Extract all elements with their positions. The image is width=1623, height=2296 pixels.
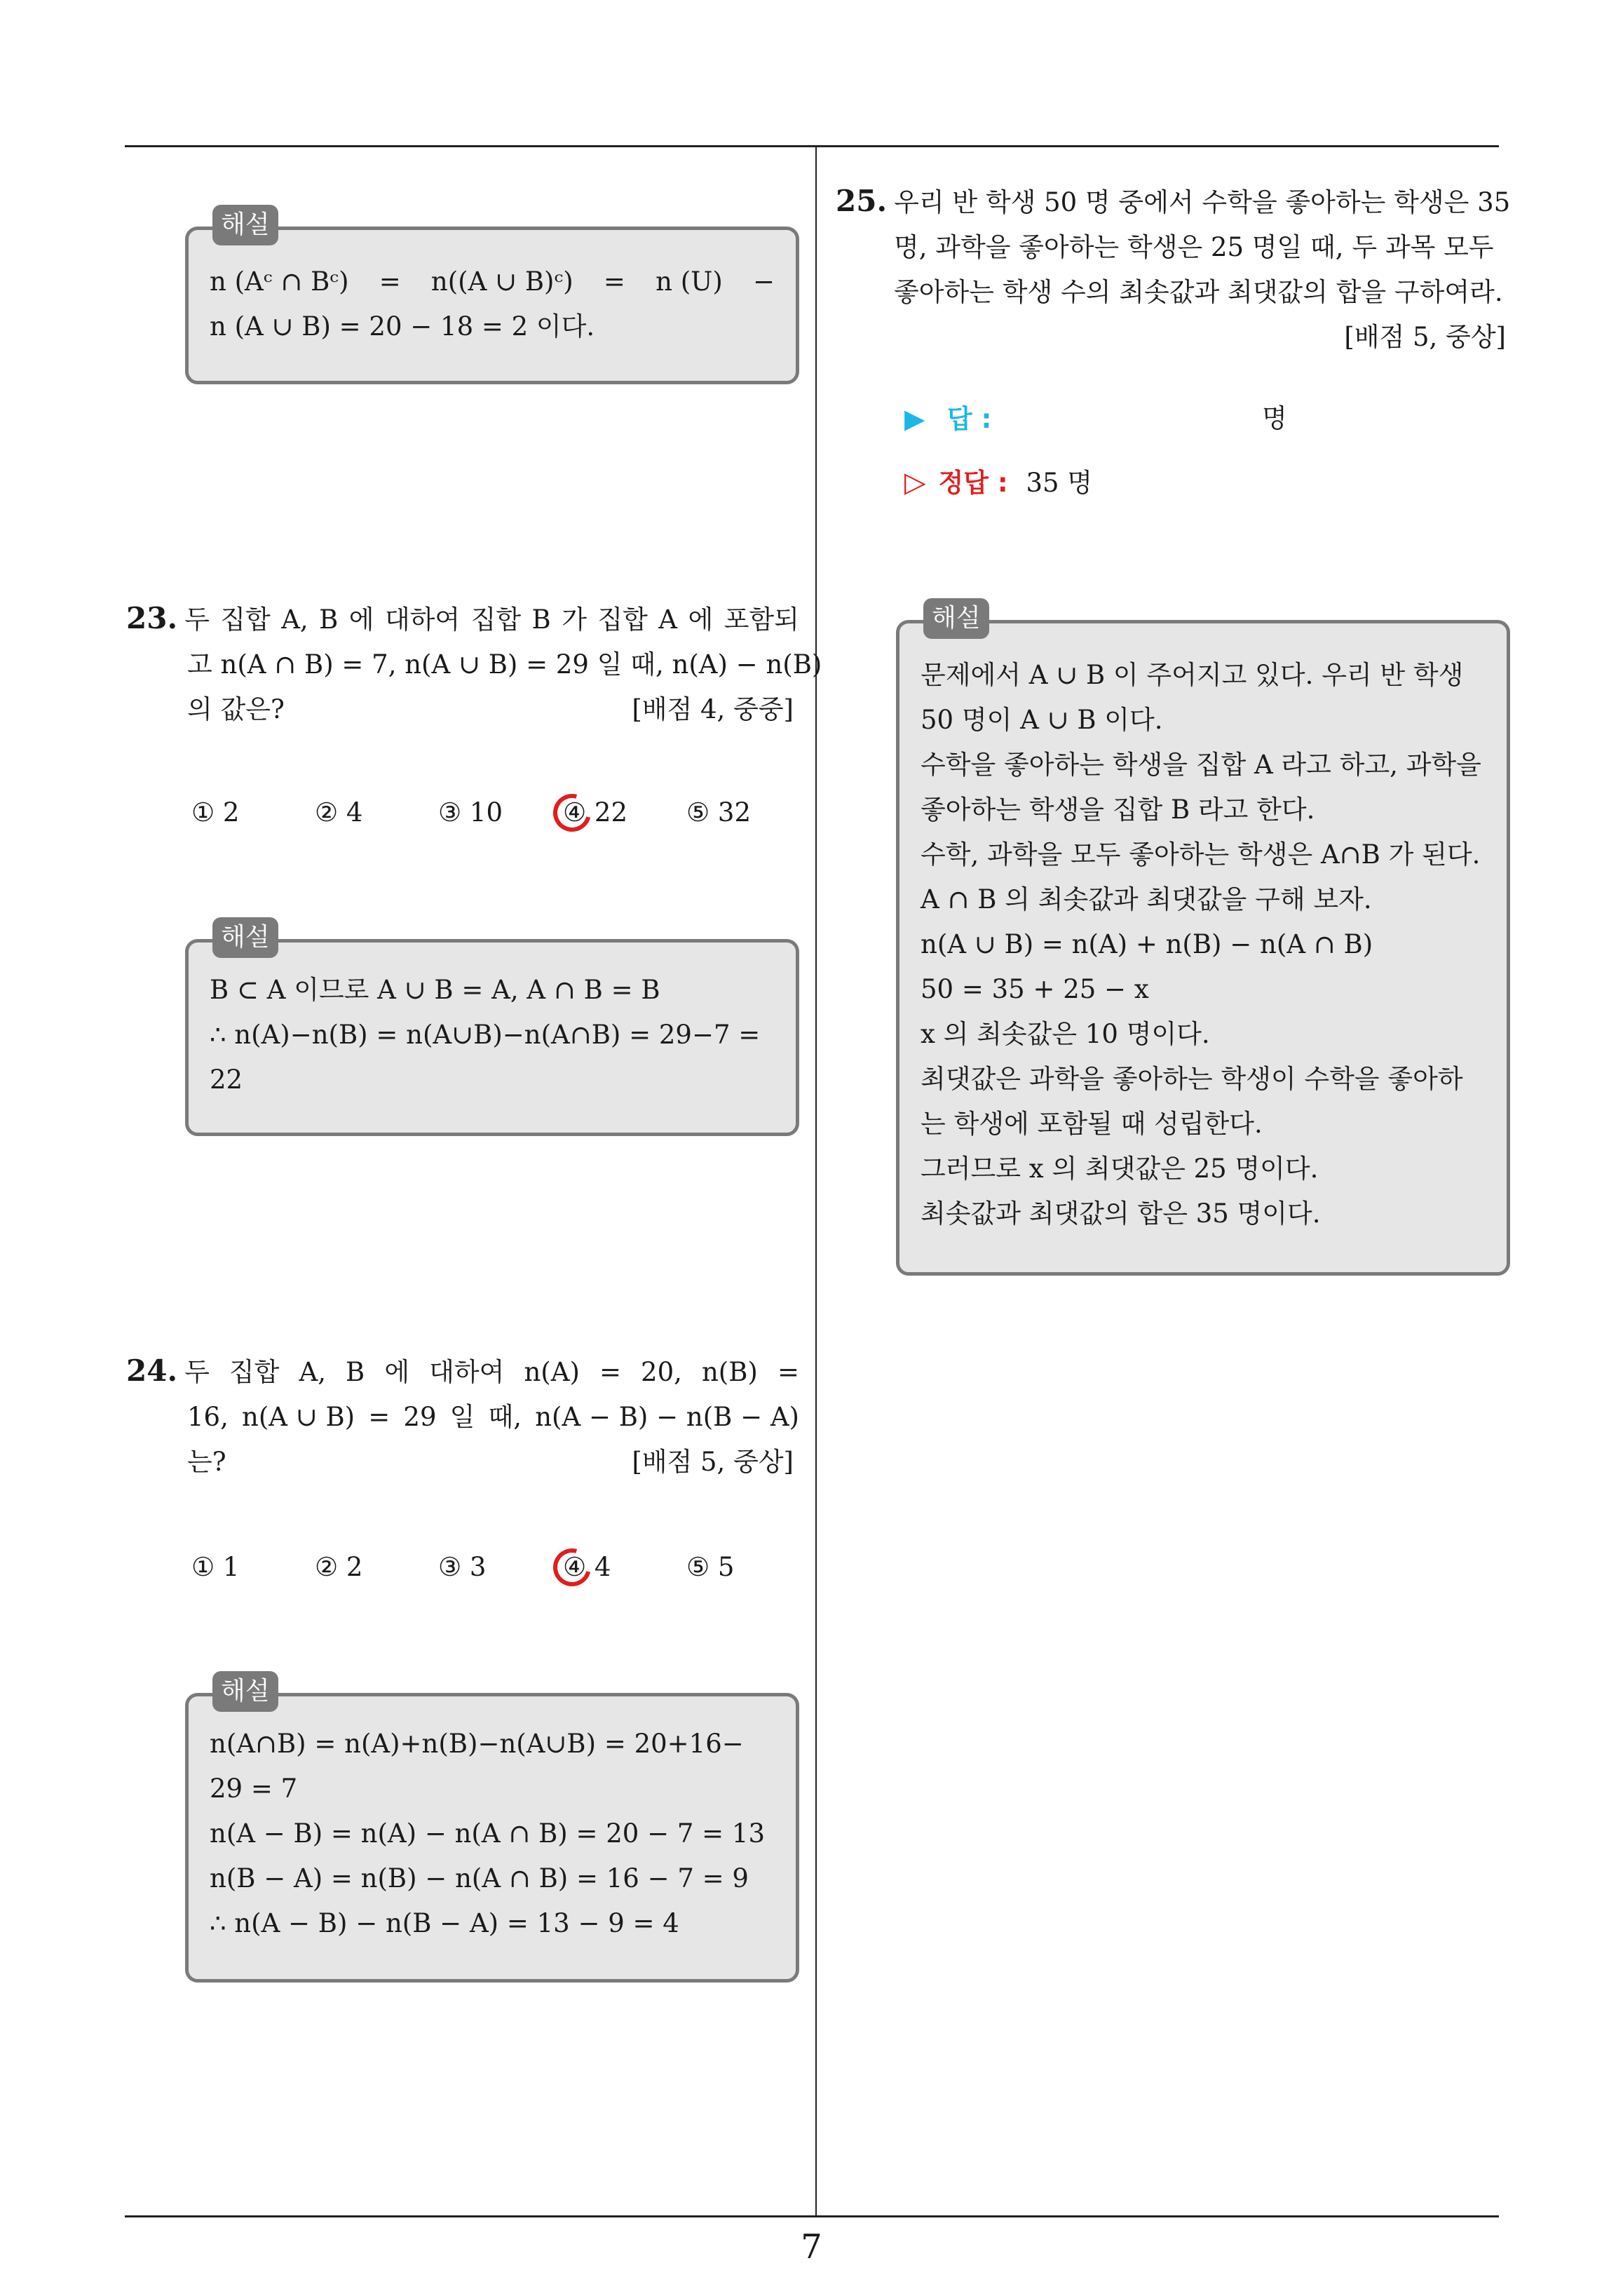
question-number: 23.	[126, 601, 178, 635]
play-icon: ▶	[904, 403, 925, 434]
q22-solution-box	[185, 210, 799, 384]
solution-tab: 해설	[212, 917, 278, 958]
choice-3[interactable]: ③ 3	[438, 1552, 487, 1582]
choice-5[interactable]: ⑤ 5	[686, 1552, 735, 1582]
question-text-line: 두 집합 A, B 에 대하여 n(A) = 20, n(B) =	[184, 1357, 799, 1387]
solution-line: 50 = 35 + 25 − x	[921, 974, 1149, 1004]
triangle-outline-icon: ▷	[904, 466, 926, 499]
answer-row	[904, 398, 1297, 440]
solution-line: n(A ∪ B) = n(A) + n(B) − n(A ∩ B)	[921, 929, 1373, 959]
question-23	[126, 596, 822, 732]
q24-solution-box	[185, 1677, 799, 1983]
answer-label: 답 :	[947, 404, 992, 434]
answer-unit: 명	[1262, 403, 1287, 433]
question-text-line: 두 집합 A, B 에 대하여 집합 B 가 집합 A 에 포함되	[184, 605, 799, 635]
top-rule	[125, 145, 1499, 147]
solution-line: n (Aᶜ ∩ Bᶜ) = n((A ∪ B)ᶜ) = n (U) −	[210, 266, 775, 297]
choice-3[interactable]: ③ 10	[438, 797, 503, 828]
solution-line: x 의 최솟값은 10 명이다.	[921, 1019, 1210, 1049]
solution-line: n(B − A) = n(B) − n(A ∩ B) = 16 − 7 = 9	[210, 1863, 749, 1893]
solution-line: ∴ n(A)−n(B) = n(A∪B)−n(A∩B) = 29−7 =	[210, 1020, 761, 1050]
solution-tab: 해설	[212, 205, 278, 245]
solution-line: n (A ∪ B) = 20 − 18 = 2 이다.	[210, 311, 595, 342]
correct-answer-label: 정답 :	[938, 468, 1008, 498]
q23-solution-box	[185, 923, 799, 1136]
correct-answer-row	[904, 461, 1092, 504]
solution-line: A ∩ B 의 최솟값과 최댓값을 구해 보자.	[921, 884, 1372, 914]
bottom-rule	[125, 2215, 1499, 2217]
solution-line: n(A∩B) = n(A)+n(B)−n(A∪B) = 20+16−	[210, 1729, 744, 1759]
score-label: [배점 5, 중상]	[1344, 322, 1506, 352]
solution-line: 수학을 좋아하는 학생을 집합 A 라고 하고, 과학을	[921, 750, 1481, 780]
page-number: 7	[801, 2227, 822, 2267]
solution-line: 29 = 7	[210, 1774, 298, 1804]
choice-5[interactable]: ⑤ 32	[686, 797, 752, 828]
selected-circle-mark	[546, 1541, 598, 1593]
question-text-line: 고 n(A ∩ B) = 7, n(A ∪ B) = 29 일 때, n(A) − n(B)	[187, 649, 822, 680]
question-text-line: 명, 과학을 좋아하는 학생은 25 명일 때, 두 과목 모두	[894, 232, 1494, 262]
column-divider	[815, 147, 817, 2215]
choice-2[interactable]: ② 4	[315, 797, 363, 828]
solution-line: 22	[210, 1065, 243, 1095]
solution-tab: 해설	[923, 598, 989, 639]
question-text-line: 우리 반 학생 50 명 중에서 수학을 좋아하는 학생은 35	[894, 187, 1511, 217]
question-25	[836, 179, 1513, 360]
q25-solution-box	[896, 604, 1510, 1276]
question-24	[126, 1349, 799, 1485]
choice-2[interactable]: ② 2	[315, 1552, 363, 1582]
solution-line: ∴ n(A − B) − n(B − A) = 13 − 9 = 4	[210, 1908, 679, 1938]
solution-line: B ⊂ A 이므로 A ∪ B = A, A ∩ B = B	[210, 975, 660, 1005]
question-number: 25.	[836, 184, 888, 218]
choice-4[interactable]: ④ 4	[563, 1546, 611, 1588]
choice-1[interactable]: ① 1	[191, 1552, 240, 1582]
question-number: 24.	[126, 1353, 178, 1388]
solution-line: 좋아하는 학생을 집합 B 라고 한다.	[921, 795, 1315, 825]
choice-4[interactable]: ④ 22	[563, 792, 627, 834]
solution-line: 수학, 과학을 모두 좋아하는 학생은 A∩B 가 된다.	[921, 839, 1481, 870]
solution-line: 는 학생에 포함될 때 성립한다.	[921, 1109, 1263, 1139]
question-text-line: 좋아하는 학생 수의 최솟값과 최댓값의 합을 구하여라.	[894, 277, 1503, 307]
solution-line: n(A − B) = n(A) − n(A ∩ B) = 20 − 7 = 13	[210, 1818, 766, 1849]
choice-1[interactable]: ① 2	[191, 797, 240, 828]
solution-line: 최솟값과 최댓값의 합은 35 명이다.	[921, 1198, 1321, 1229]
correct-answer-value: 35 명	[1026, 468, 1093, 498]
selected-circle-mark	[546, 787, 598, 839]
solution-line: 50 명이 A ∪ B 이다.	[921, 705, 1163, 735]
solution-line: 최댓값은 과학을 좋아하는 학생이 수학을 좋아하	[921, 1064, 1463, 1094]
solution-line: 그러므로 x 의 최댓값은 25 명이다.	[921, 1154, 1319, 1184]
question-text-line: 16, n(A ∪ B) = 29 일 때, n(A − B) − n(B − A)	[187, 1402, 799, 1432]
score-label: [배점 4, 중중]	[632, 694, 794, 724]
question-text-line: 의 값은?	[187, 694, 285, 724]
solution-tab: 해설	[212, 1671, 278, 1712]
solution-line: 문제에서 A ∪ B 이 주어지고 있다. 우리 반 학생	[921, 660, 1464, 690]
question-text-line: 는?	[187, 1447, 226, 1477]
score-label: [배점 5, 중상]	[632, 1447, 794, 1477]
